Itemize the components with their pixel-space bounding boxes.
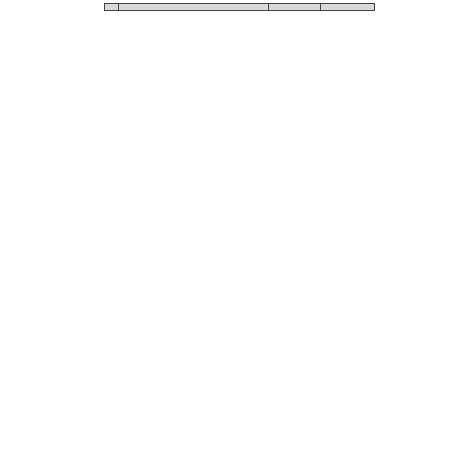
header-serial [269, 4, 321, 11]
header-part-number [321, 4, 375, 11]
header-item [105, 4, 119, 11]
header-description [119, 4, 269, 11]
parts-table [104, 3, 375, 11]
table-header-row [105, 4, 375, 11]
parts-list-sheet [104, 0, 374, 11]
